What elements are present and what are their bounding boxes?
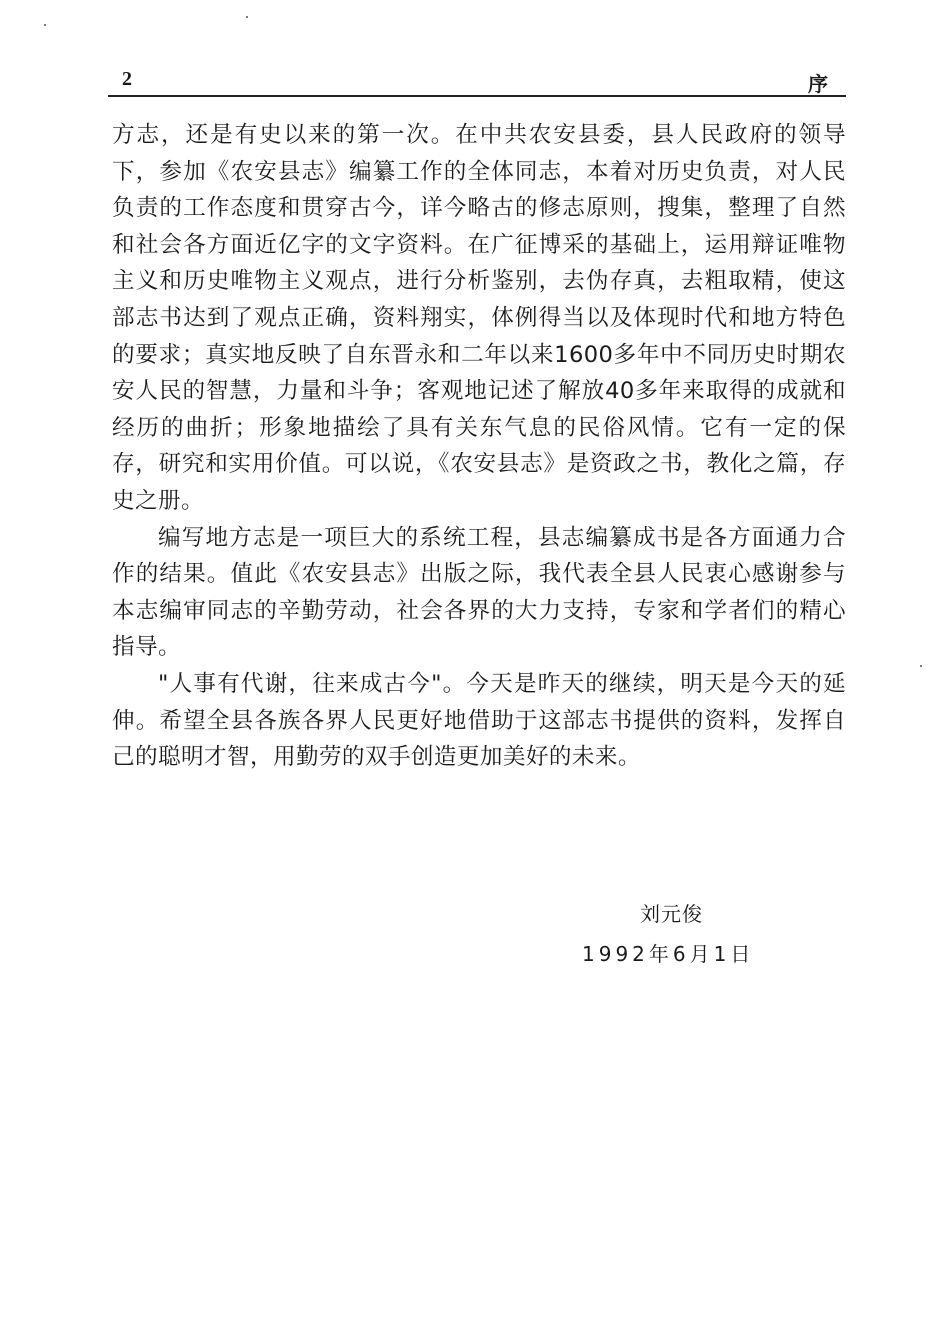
paragraph: 编写地方志是一项巨大的系统工程，县志编纂成书是各方面通力合作的结果。值此《农安县志》出版之际，我代表全县人民衷心感谢参与本志编审同志的辛勤劳动，社会各界的大力支持，专家和学者们的精心指导。	[112, 524, 846, 661]
page-header	[108, 66, 846, 96]
author-signature: 刘元俊	[640, 902, 703, 926]
scan-speck	[44, 24, 46, 26]
section-title: 序	[808, 72, 828, 96]
signature-date: 1992年6月1日	[582, 942, 755, 966]
page-number: 2	[122, 68, 132, 90]
header-rule	[108, 95, 846, 97]
paragraph: 方志，还是有史以来的第一次。在中共农安县委，县人民政府的领导下，参加《农安县志》编纂工作的全体同志，本着对历史负责，对人民负责的工作态度和贯穿古今，详今略古的修志原则，搜集，整理了自然和社会各方面近亿字的文字资料。在广征博采的基础上，运用辩证唯物主义和历史唯物主义观点，进行分析鉴别，去伪存真，去粗取精，使这部志书达到了观点正确，资料翔实，体例得当以及体现时代和地方特色的要求；真实地反映了自东晋永和二年以来1600多年中不同历史时期农安人民的智慧，力量和斗争；客观地记述了解放40多年来取得的成就和经历的曲折；形象地描绘了具有关东气息的民俗风情。它有一定的保存，研究和实用价值。可以说，《农安县志》是资政之书，教化之篇，存史之册。	[112, 122, 846, 514]
preface-body	[112, 117, 846, 776]
scan-speck	[246, 16, 248, 18]
paragraph: "人事有代谢，往来成古今"。今天是昨天的继续，明天是今天的延伸。希望全县各族各界人民更好地借助于这部志书提供的资料，发挥自己的聪明才智，用勤劳的双手创造更加美好的未来。	[112, 670, 846, 771]
scan-speck	[920, 665, 922, 667]
